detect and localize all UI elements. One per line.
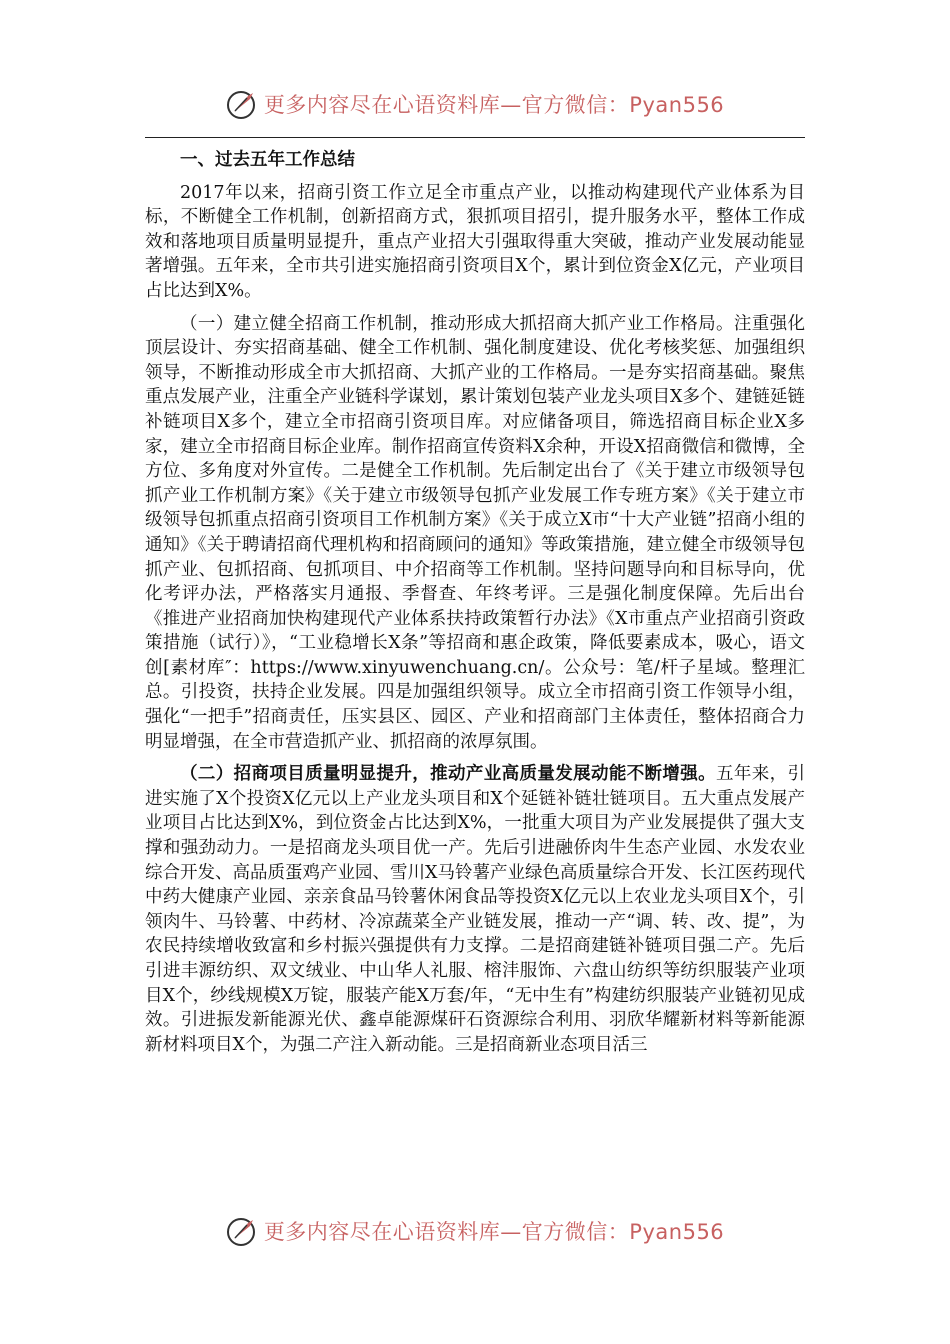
header-divider [145,137,805,138]
watermark-text: 更多内容尽在心语资料库—官方微信：Pyan556 [263,1220,725,1244]
paragraph-3-lead: （二）招商项目质量明显提升，推动产业高质量发展动能不断增强。 [180,764,717,785]
quill-logo-icon [226,1214,260,1248]
section-title: 一、过去五年工作总结 [180,150,355,170]
paragraph-2: （一）建立健全招商工作机制，推动形成大抓招商大抓产业工作格局。注重强化顶层设计、夯实招商基础、健全工作机制、强化制度建设、优化考核奖惩、加强组织领导，不断推动形成全市大抓招商、大抓产业的工作格局。一是夯实招商基础。聚焦重点发展产业，注重全产业链科学谋划，累计策划包装产业龙头项目X多个、建链延链补链项目X多个，建立全市招商引资项目库。对应储备项目，筛选招商目标企业X多家，建立全市招商目标企业库。制作招商宣传资料X余种，开设X招商微信和微博，全方位、多角度对外宣传。二是健全工作机制。先后制定出台了《关于建立市级领导包抓产业工作机制方案》《关于建立市级领导包抓产业发展工作专班方案》《关于建立市级领导包抓重点招商引资项目工作机制方案》《关于成立X市“十大产业链”招商小组的通知》《关于聘请招商代理机构和招商顾问的通知》等政策措施，建立健全市级领导包抓产业、包抓招商、包抓项目、中介招商等工作机制。坚持问题导向和目标导向，优化考评办法，严格落实月通报、季督查、年终考评。三是强化制度保障。先后出台《推进产业招商加快构建现代产业体系扶持政策暂行办法》《X市重点产业招商引资政策措施（试行）》，“工业稳增长X条”等招商和惠企政策，降低要素成本，吸心，语文创[素材库″：https://www.xinyuwenchuang.cn/。公众号：笔/杆子星域。整理汇总。引投资，扶持企业发展。四是加强组织领导。成立全市招商引资工作领导小组，强化“一把手”招商责任，压实县区、园区、产业和招商部门主体责任，整体招商合力明显增强，在全市营造抓产业、抓招商的浓厚氛围。 [145,313,805,752]
header-watermark [0,84,950,124]
quill-logo-icon [226,87,260,121]
footer-watermark [0,1211,950,1251]
paragraph-1: 2017年以来，招商引资工作立足全市重点产业，以推动构建现代产业体系为目标，不断健全工作机制，创新招商方式，狠抓项目招引，提升服务水平，整体工作成效和落地项目质量明显提升，重点产业招大引强取得重大突破，推动产业发展动能显著增强。五年来，全市共引进实施招商引资项目X个，累计到位资金X亿元，产业项目占比达到X%。 [145,182,805,301]
watermark-text: 更多内容尽在心语资料库—官方微信：Pyan556 [263,93,725,117]
document-body [145,148,805,1057]
paragraph-3 [145,762,805,1057]
paragraph-3-body: 五年来，引进实施了X个投资X亿元以上产业龙头项目和X个延链补链壮链项目。五大重点发展产业项目占比达到X%，到位资金占比达到X%，一批重大项目为产业发展提供了强大支撑和强劲动力。一是招商龙头项目优一产。先后引进融侨肉牛生态产业园、水发农业综合开发、高品质蛋鸡产业园、雪川X马铃薯产业绿色高质量综合开发、长江医药现代中药大健康产业园、亲亲食品马铃薯休闲食品等投资X亿元以上农业龙头项目X个，引领肉牛、马铃薯、中药材、冷凉蔬菜全产业链发展，推动一产“调、转、改、提”，为农民持续增收致富和乡村振兴强提供有力支撑。二是招商建链补链项目强二产。先后引进丰源纺织、双文绒业、中山华人礼服、榕沣服饰、六盘山纺织等纺织服装产业项目X个，纱线规模X万锭，服装产能X万套/年，“无中生有”构建纺织服装产业链初见成效。引进振发新能源光伏、鑫卓能源煤矸石资源综合利用、羽欣华耀新材料等新能源新材料项目X个，为强二产注入新动能。三是招商新业态项目活三 [145,764,806,1055]
